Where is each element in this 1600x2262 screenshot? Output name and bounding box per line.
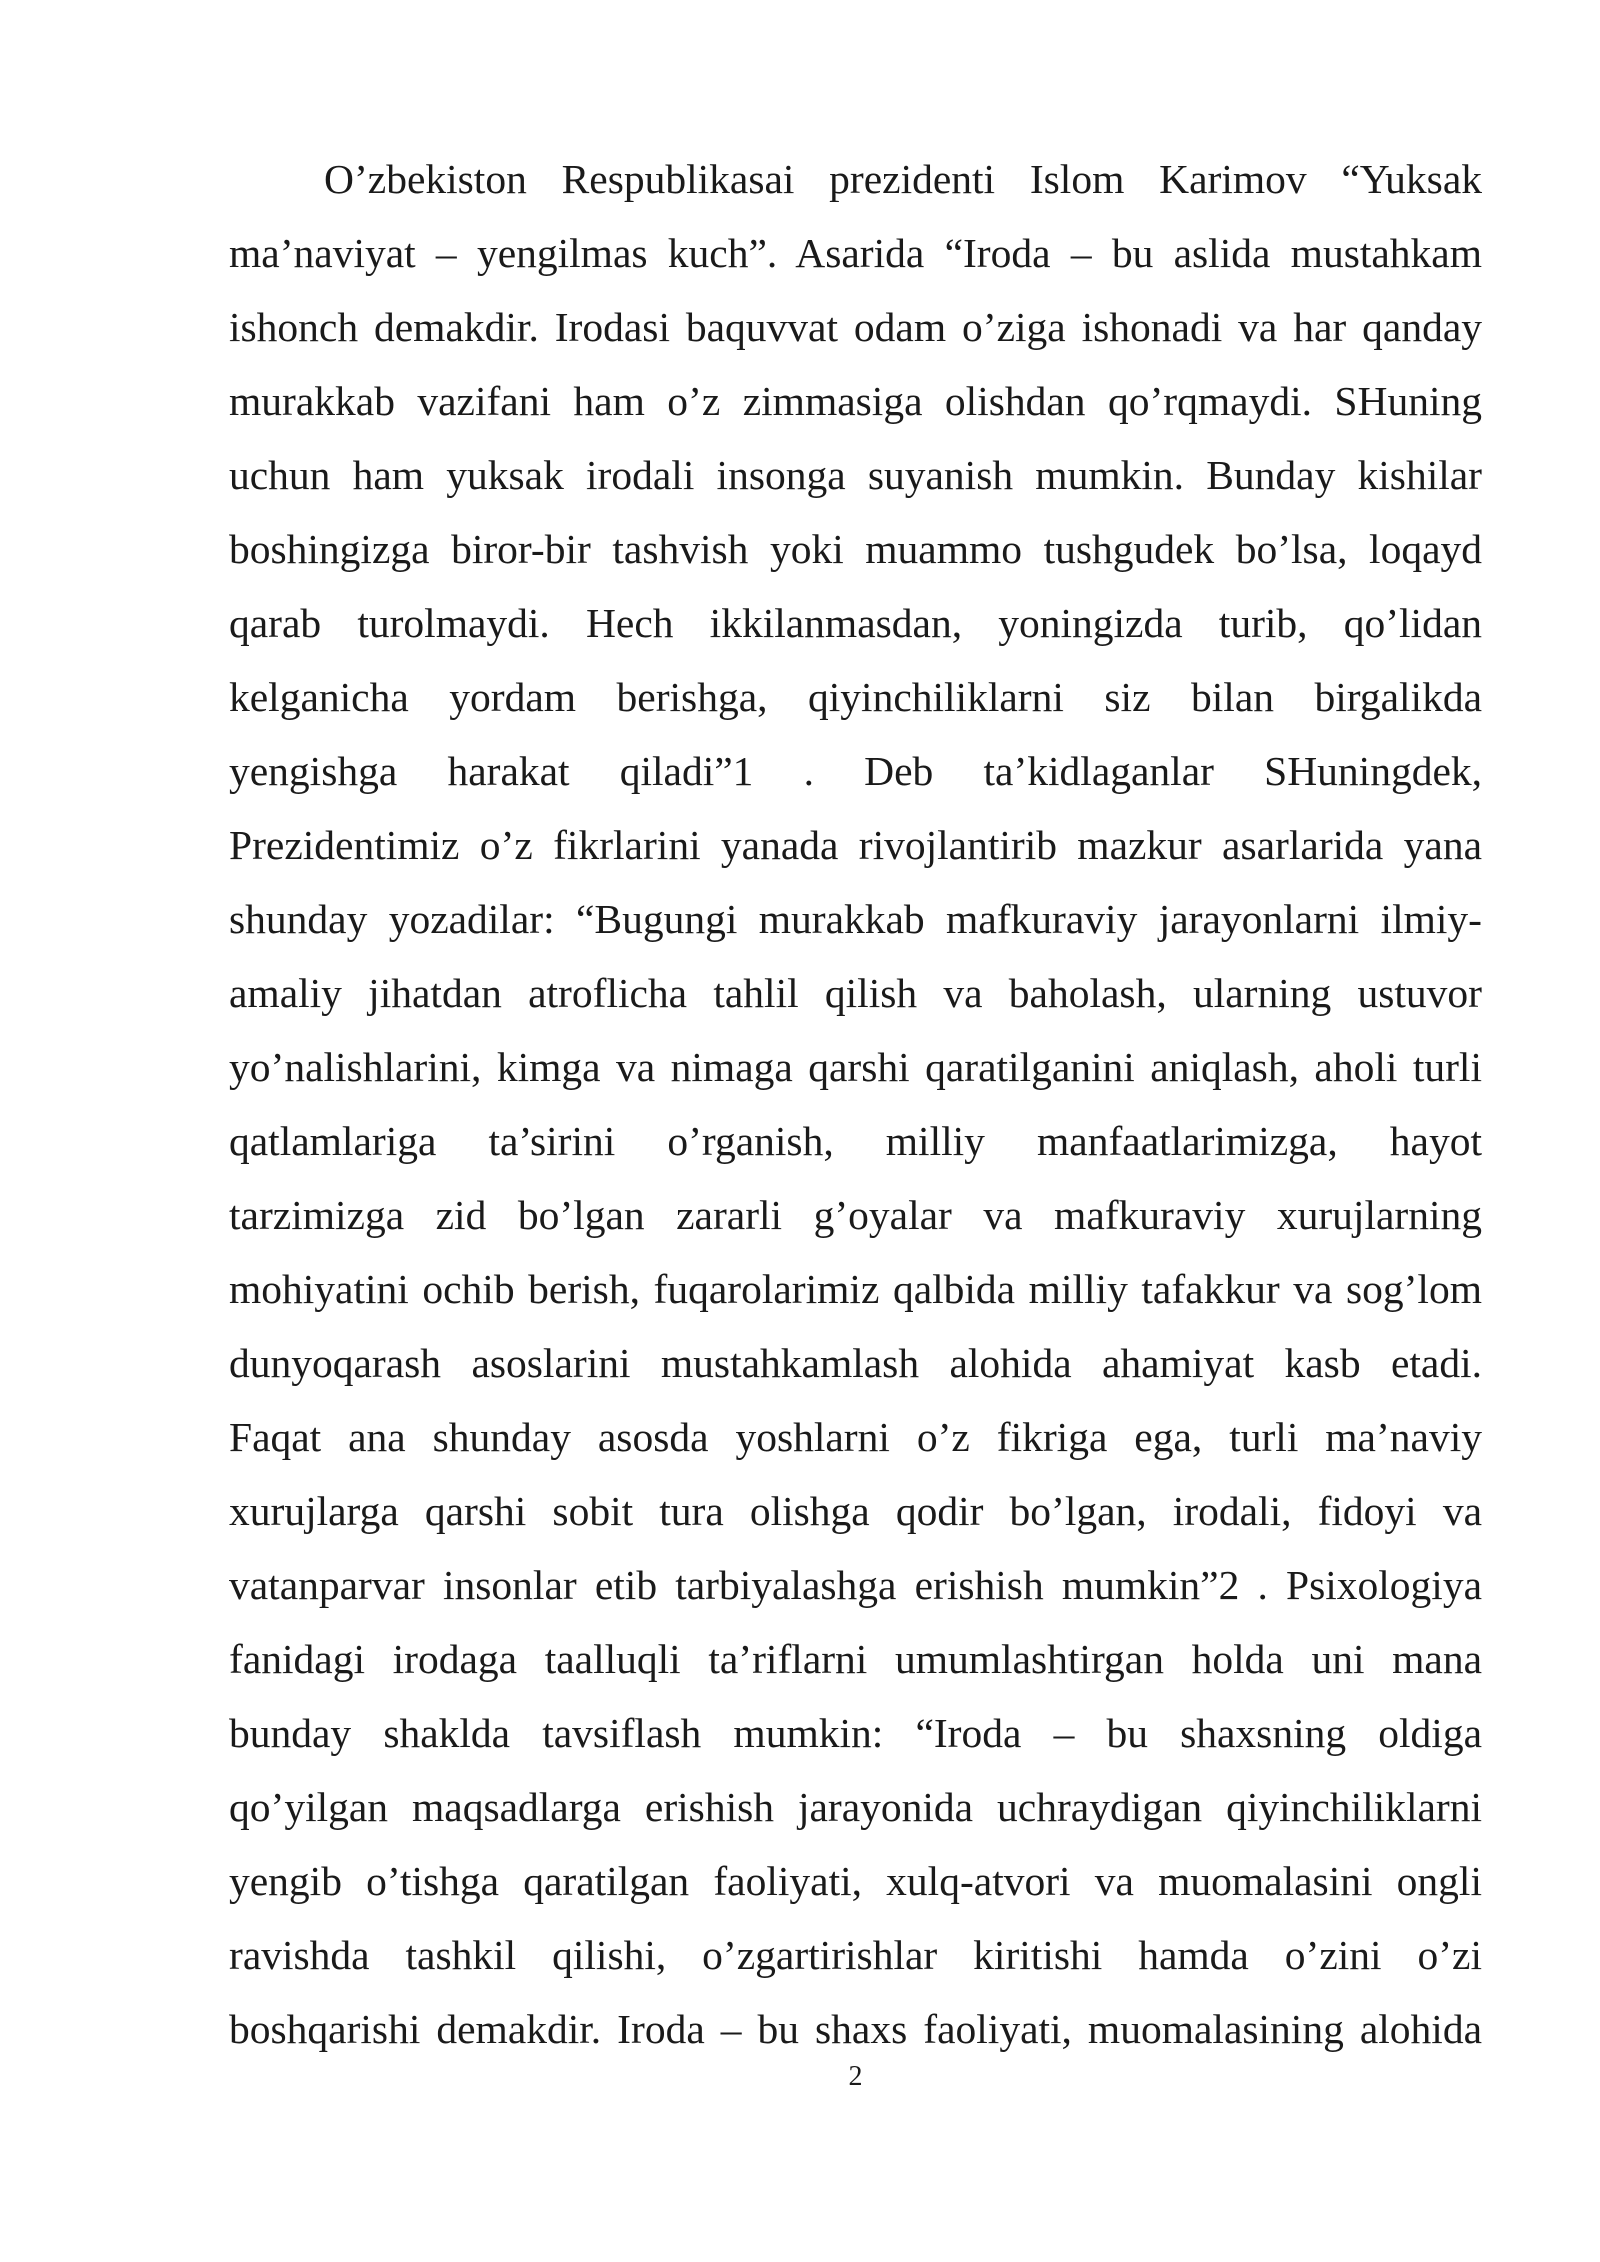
body-text-line: murakkab vazifani ham o’z zimmasiga olishdan qo’rqmaydi. SHuning — [229, 378, 1482, 424]
body-text-line: dunyoqarash asoslarini mustahkamlash alohida ahamiyat kasb etadi. — [229, 1340, 1482, 1386]
body-text-line: kelganicha yordam berishga, qiyinchiliklarni siz bilan birgalikda — [229, 674, 1482, 720]
body-text-line: shunday yozadilar: “Bugungi murakkab mafkuraviy jarayonlarni ilmiy- — [229, 896, 1482, 942]
body-text-line: boshingizga biror-bir tashvish yoki muammo tushgudek bo’lsa, loqayd — [229, 526, 1482, 572]
body-paragraph — [229, 142, 1482, 2066]
body-text-line: Prezidentimiz o’z fikrlarini yanada rivojlantirib mazkur asarlarida yana — [229, 822, 1482, 868]
body-text-line: qarab turolmaydi. Hech ikkilanmasdan, yoningizda turib, qo’lidan — [229, 600, 1482, 646]
body-text-line: bunday shaklda tavsiflash mumkin: “Iroda – bu shaxsning oldiga — [229, 1710, 1482, 1756]
body-text-line: ishonch demakdir. Irodasi baquvvat odam o’ziga ishonadi va har qanday — [229, 304, 1482, 350]
body-text-line: fanidagi irodaga taalluqli ta’riflarni umumlashtirgan holda uni mana — [229, 1636, 1482, 1682]
body-text-line: ma’naviyat – yengilmas kuch”. Asarida “Iroda – bu aslida mustahkam — [229, 230, 1482, 276]
body-text-line: yengishga harakat qiladi”1 . Deb ta’kidlaganlar SHuningdek, — [229, 748, 1482, 794]
body-text-line: amaliy jihatdan atroflicha tahlil qilish va baholash, ularning ustuvor — [229, 970, 1482, 1016]
body-text-line: Faqat ana shunday asosda yoshlarni o’z fikriga ega, turli ma’naviy — [229, 1414, 1482, 1460]
body-text-line: tarzimizga zid bo’lgan zararli g’oyalar va mafkuraviy xurujlarning — [229, 1192, 1482, 1238]
body-text-line: vatanparvar insonlar etib tarbiyalashga erishish mumkin”2 . Psixologiya — [229, 1562, 1482, 1608]
body-text-line: xurujlarga qarshi sobit tura olishga qodir bo’lgan, irodali, fidoyi va — [229, 1488, 1482, 1534]
body-text-line: O’zbekiston Respublikasai prezidenti Islom Karimov “Yuksak — [324, 156, 1482, 202]
body-text-line: qatlamlariga ta’sirini o’rganish, milliy manfaatlarimizga, hayot — [229, 1118, 1482, 1164]
body-text-line: yengib o’tishga qaratilgan faoliyati, xulq-atvori va muomalasini ongli — [229, 1858, 1482, 1904]
body-text-line: ravishda tashkil qilishi, o’zgartirishlar kiritishi hamda o’zini o’zi — [229, 1932, 1482, 1978]
body-text-line: qo’yilgan maqsadlarga erishish jarayonida uchraydigan qiyinchiliklarni — [229, 1784, 1482, 1830]
body-text-line: mohiyatini ochib berish, fuqarolarimiz qalbida milliy tafakkur va sog’lom — [229, 1266, 1482, 1312]
page-number: 2 — [848, 2061, 863, 2092]
body-text-line: boshqarishi demakdir. Iroda – bu shaxs faoliyati, muomalasining alohida — [229, 2006, 1482, 2052]
body-text-line: yo’nalishlarini, kimga va nimaga qarshi qaratilganini aniqlash, aholi turli — [229, 1044, 1482, 1090]
body-text-line: uchun ham yuksak irodali insonga suyanish mumkin. Bunday kishilar — [229, 452, 1482, 498]
